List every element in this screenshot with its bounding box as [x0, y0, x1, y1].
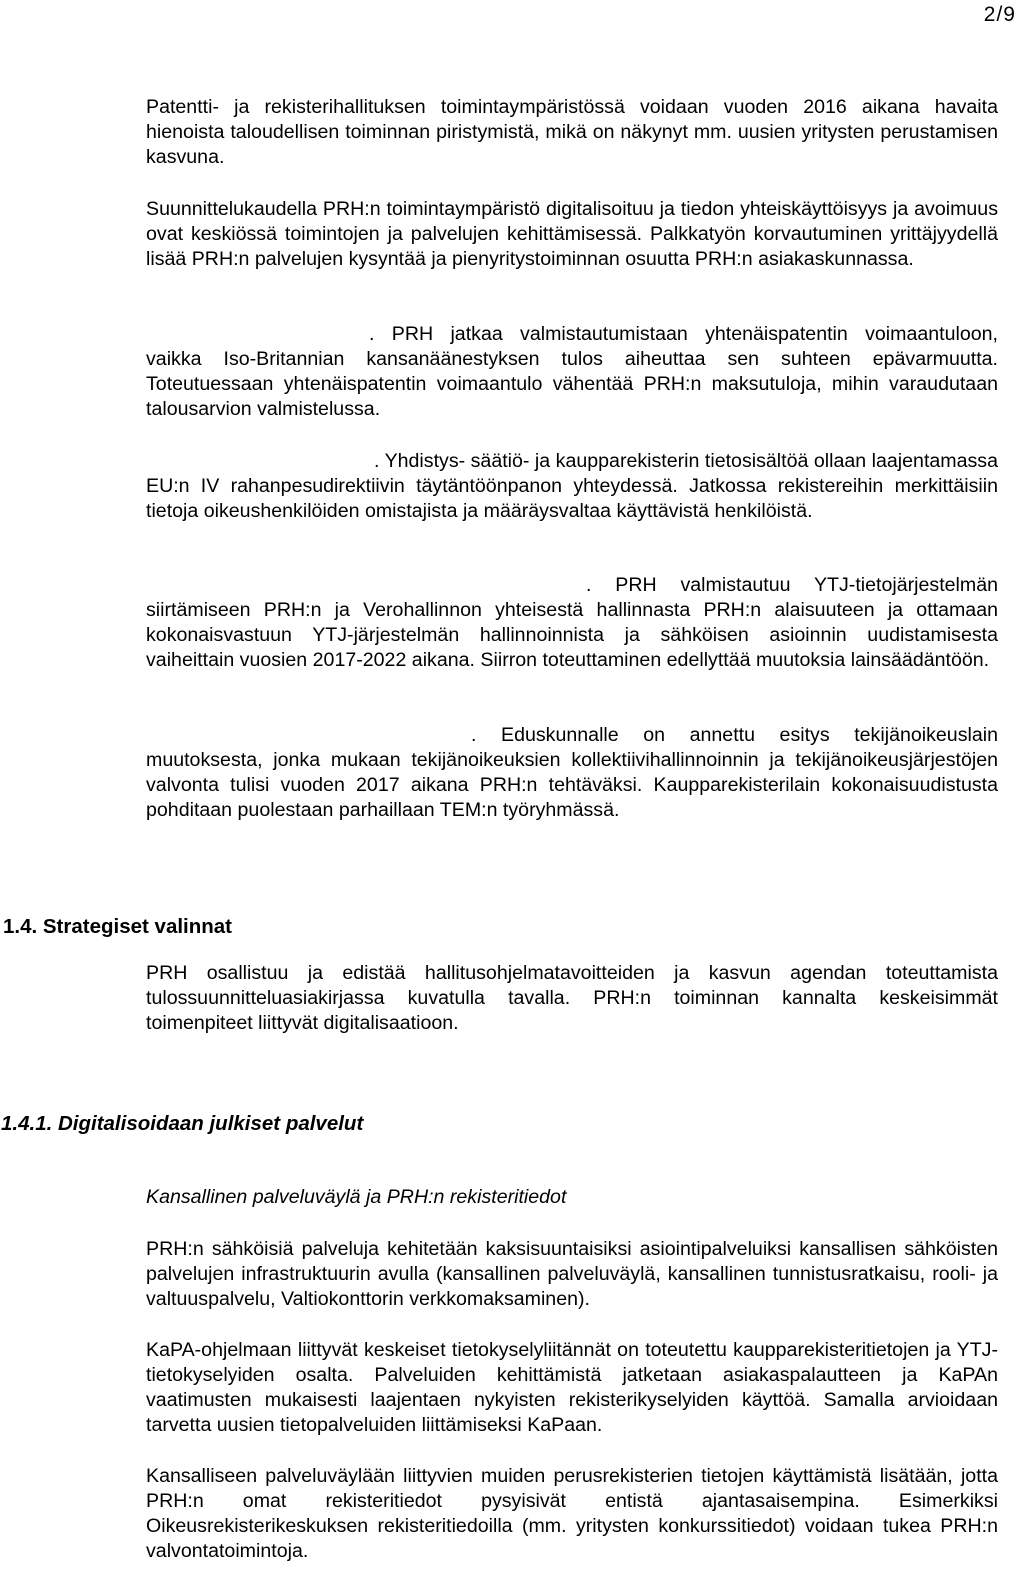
paragraph-base-registers: Kansalliseen palveluväylään liittyvien muiden perusrekisterien tietojen käyttämistä lisätään, jotta PRH:n omat rekisteritiedot pysyisivät entistä ajantasaisempina. Esimerkiksi Oikeusrekisterikeskuksen rekisteritiedoilla (mm. yritysten konkurssitiedot) voidaan tukea PRH:n valvontatoimintoja.: [146, 1465, 998, 1562]
paragraph-registers-content: . Yhdistys- säätiö- ja kaupparekisterin tietosisältöä ollaan laajentamassa EU:n IV rahanpesudirektiivin täytäntöönpanon yhteydessä. Jatkossa rekistereihin merkittäisiin tietoja oikeushenkilöiden omistajista ja määräysvaltaa käyttävistä henkilöistä.: [146, 450, 998, 522]
page-number: 2/9: [983, 3, 1016, 26]
paragraph-electronic-services: PRH:n sähköisiä palveluja kehitetään kaksisuuntaisiksi asiointipalveluiksi kansallisen sähköisten palvelujen infrastruktuurin avulla (kansallinen palveluväylä, kansallinen tunnistusratkaisu, rooli- ja valtuuspalvelu, Valtiokonttorin verkkomaksaminen).: [146, 1238, 998, 1310]
paragraph-unitary-patent: . PRH jatkaa valmistautumistaan yhtenäispatentin voimaantuloon, vaikka Iso-Britannian kansanäänestyksen tulos aiheuttaa sen suhteen epävarmuutta. Toteutuessaan yhtenäispatentin voimaantulo vähentää PRH:n maksutuloja, mihin varaudutaan talousarvion valmistelussa.: [146, 323, 998, 420]
paragraph-economic-activity: Patentti- ja rekisterihallituksen toimintaympäristössä voidaan vuoden 2016 aikana havaita hienoista taloudellisen toiminnan piristymistä, mikä on näkynyt mm. uusien yritysten perustamisen kasvuna.: [146, 96, 998, 168]
section-heading-digitalisation: 1.4.1. Digitalisoidaan julkiset palvelut: [1, 1112, 364, 1135]
paragraph-strategic-choices: PRH osallistuu ja edistää hallitusohjelmatavoitteiden ja kasvun agendan toteuttamista tulossuunnitteluasiakirjassa kuvatulla tavalla. PRH:n toiminnan kannalta keskeisimmät toimenpiteet liittyvät digitalisaatioon.: [146, 962, 998, 1034]
section-heading-strategic-choices: 1.4. Strategiset valinnat: [3, 915, 233, 938]
paragraph-digitalisation: Suunnittelukaudella PRH:n toimintaympäristö digitalisoituu ja tiedon yhteiskäyttöisyys ja avoimuus ovat keskiössä toimintojen ja palvelujen kehittämisessä. Palkkatyön korvautuminen yrittäjyydellä lisää PRH:n palvelujen kysyntää ja pienyritystoiminnan osuutta PRH:n asiakaskunnassa.: [146, 198, 998, 270]
paragraph-kapa-programme: KaPA-ohjelmaan liittyvät keskeiset tietokyselyliitännät on toteutettu kaupparekisteritietojen ja YTJ-tietokyselyiden osalta. Palveluiden kehittämistä jatketaan asiakaspalautteen ja KaPAn vaatimusten mukaisesti laajentaen nykyisten rekisterikyselyiden käyttöä. Samalla arvioidaan tarvetta uusien tietopalveluiden liittämiseksi KaPaan.: [146, 1339, 998, 1436]
subheading-service-bus: Kansallinen palveluväylä ja PRH:n rekisteritiedot: [146, 1186, 567, 1208]
paragraph-ytj-system: . PRH valmistautuu YTJ-tietojärjestelmän siirtämiseen PRH:n ja Verohallinnon yhteisestä hallinnasta PRH:n alaisuuteen ja ottamaan kokonaisvastuun YTJ-järjestelmän hallinnoinnista ja sähköisen asioinnin uudistamisesta vaiheittain vuosien 2017-2022 aikana. Siirron toteuttaminen edellyttää muutoksia lainsäädäntöön.: [146, 574, 998, 671]
paragraph-copyright-law: . Eduskunnalle on annettu esitys tekijänoikeuslain muutoksesta, jonka mukaan tekijänoikeuksien kollektiivihallinnoinnin ja tekijänoikeusjärjestöjen valvonta tulisi vuoden 2017 aikana PRH:n tehtäväksi. Kaupparekisterilain kokonaisuudistusta pohditaan puolestaan parhaillaan TEM:n työryhmässä.: [146, 724, 998, 821]
